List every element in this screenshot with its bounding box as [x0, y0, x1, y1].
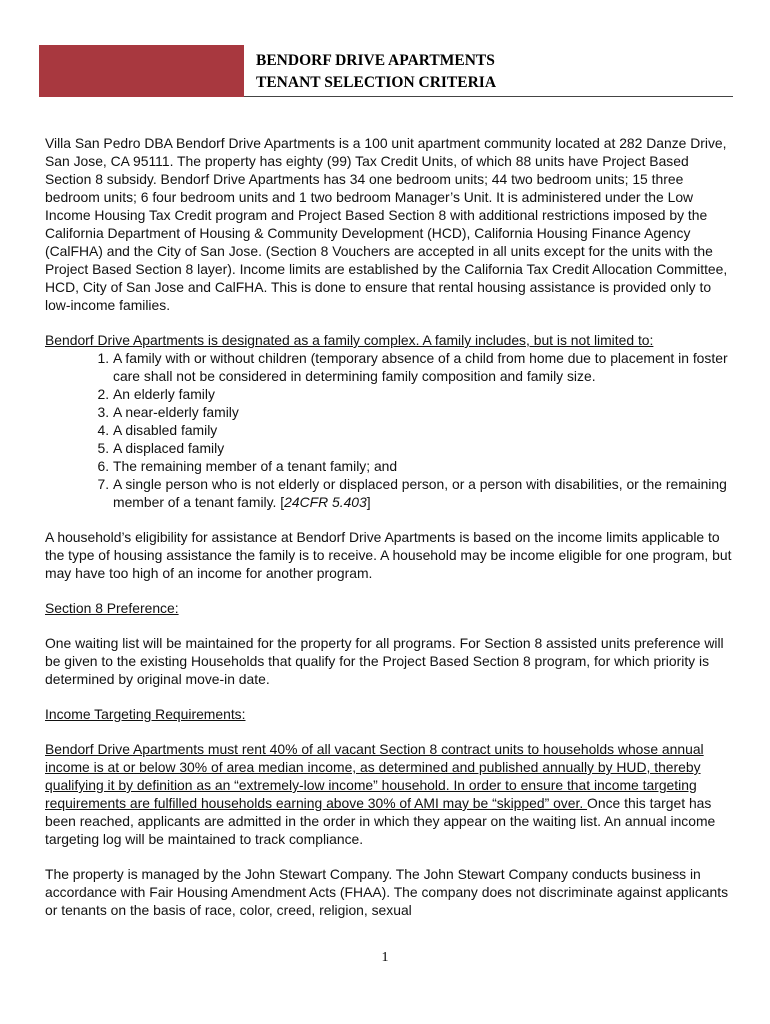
section8-heading: Section 8 Preference: — [45, 600, 179, 616]
header-divider — [244, 96, 733, 97]
page-number: 1 — [381, 950, 389, 965]
intro-paragraph: Villa San Pedro DBA Bendorf Drive Apartments is a 100 unit apartment community located at 282 Danze Drive, San Jose, CA 95111. The property has eighty (99) Tax Credit Units, of which 88 units have Project Based Section 8 subsidy. Bendorf Drive Apartments has 34 one bedroom units; 44 two bedroom units; 15 three bedroom units; 6 four bedroom units and 1 two bedroom Manager’s Unit. It is administered under the Low Income Housing Tax Credit program and Project Based Section 8 with additional restrictions imposed by the California Department of Housing & Community Development (HCD), California Housing Finance Agency (CalFHA) and the City of San Jose. (Section 8 Vouchers are accepted in all units except for the units with the Project Based Section 8 layer). Income limits are established by the California Tax Credit Allocation Committee, HCD, City of San Jose and CalFHA. This is done to ensure that rental housing assistance is provided only to low-income families. — [45, 135, 728, 313]
income-targeting-underlined: Bendorf Drive Apartments must rent 40% of all vacant Section 8 contract units to households whose annual income is at or below 30% of area median income, as determined and published annually by HUD, thereby qualifying it by definition as an “extremely-low income” household. In order to ensure that income targeting requirements are fulfilled households earning above 30% of AMI may be “skipped” over. — [45, 741, 704, 811]
list-item: 6. The remaining member of a tenant family; and — [113, 457, 735, 475]
header-accent-bar — [39, 45, 244, 97]
income-targeting-rest: Once this target has been reached, applicants are admitted in the order in which they appear on the waiting list. An annual income targeting log will be maintained to track compliance. — [45, 795, 716, 847]
management-paragraph: The property is managed by the John Stewart Company. The John Stewart Company conducts business in accordance with Fair Housing Amendment Acts (FHAA). The company does not discriminate against applicants or tenants on the basis of race, color, creed, religion, sexual — [45, 866, 729, 918]
document-title — [256, 50, 496, 94]
list-item: 1. A family with or without children (temporary absence of a child from home due to placement in foster care shall not be considered in determining family composition and family size. — [113, 349, 735, 385]
income-targeting-heading: Income Targeting Requirements: — [45, 706, 246, 722]
title-line-1: BENDORF DRIVE APARTMENTS — [256, 52, 495, 69]
list-item — [113, 475, 735, 511]
section8-paragraph: One waiting list will be maintained for the property for all programs. For Section 8 assisted units preference will be given to the existing Households that qualify for the Project Based Section 8 program, for which priority is determined by original move-in date. — [45, 635, 724, 687]
list-item: 3. A near-elderly family — [113, 403, 735, 421]
family-list — [45, 349, 735, 511]
family-heading: Bendorf Drive Apartments is designated as a family complex. A family includes, but is not limited to: — [45, 332, 654, 348]
citation-close: ] — [366, 494, 371, 510]
list-item: 5. A displaced family — [113, 439, 735, 457]
list-item-text: A single person who is not elderly or displaced person, or a person with disabilities, or the remaining member of a tenant family. [ — [113, 476, 727, 510]
list-item: 4. A disabled family — [113, 421, 735, 439]
title-line-2: TENANT SELECTION CRITERIA — [256, 74, 497, 91]
list-item: 2. An elderly family — [113, 385, 735, 403]
eligibility-paragraph: A household’s eligibility for assistance at Bendorf Drive Apartments is based on the income limits applicable to the type of housing assistance the family is to receive. A household may be income eligible for one program, but may have too high of an income for another program. — [45, 529, 732, 581]
citation: 24CFR 5.403 — [284, 494, 367, 510]
income-targeting-paragraph — [45, 740, 735, 848]
document-body — [45, 134, 735, 936]
